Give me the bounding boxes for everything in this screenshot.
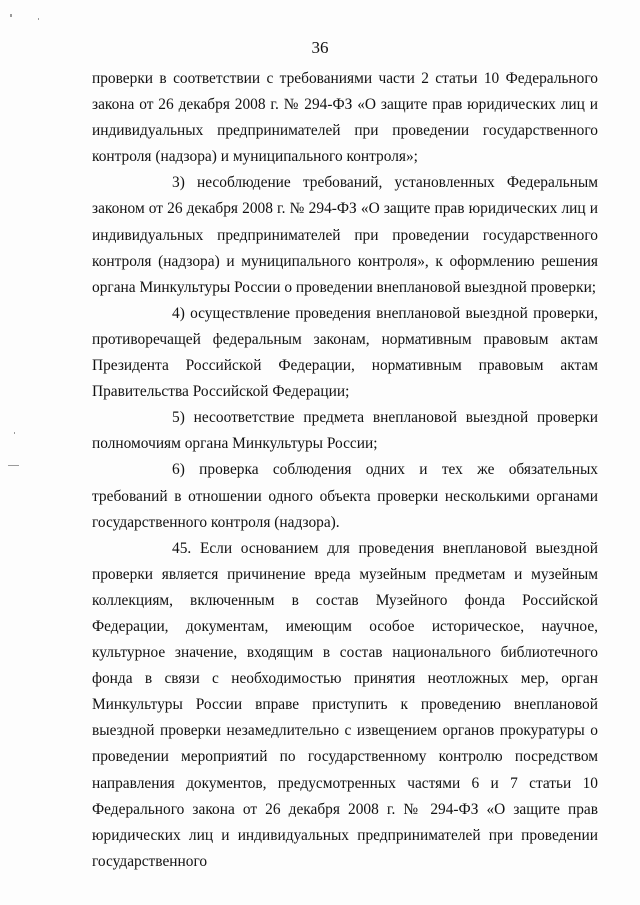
document-body — [92, 66, 598, 875]
list-item-number: 3) — [172, 174, 185, 192]
list-item-text: несоответствие предмета внеплановой выездной проверки полномочиям органа Минкультуры России; — [92, 409, 598, 453]
list-item-text: несоблюдение требований, установленных Федеральным законом от 26 декабря 2008 г. № 294-ФЗ «О защите прав юридических лиц и индивидуальных предпринимателей при проведении государственного контроля (надзора) и муниципального контроля», к оформлению решения органа Минкультуры России о проведении внеплановой выездной проверки; — [92, 174, 598, 296]
scan-artifact-dash — [8, 465, 19, 466]
clause-number: 45. — [172, 539, 192, 557]
page-number: 36 — [311, 38, 329, 57]
scan-artifact-dot — [10, 14, 12, 17]
list-item-number: 5) — [172, 409, 185, 427]
list-item-number: 4) — [172, 304, 185, 322]
list-item-text: осуществление проведения внеплановой выездной проверки, противоречащей федеральным законам, нормативным правовым актам Президента Российской Федерации, нормативным правовым актам Правительства Российской Федерации; — [92, 304, 598, 401]
list-item-3 — [92, 170, 598, 300]
list-item-6 — [92, 457, 598, 535]
paragraph-text: проверки в соответствии с требованиями части 2 статьи 10 Федерального закона от 26 декабря 2008 г. № 294-ФЗ «О защите прав юридических лиц и индивидуальных предпринимателей при проведении государственного контроля (надзора) и муниципального контроля»; — [92, 70, 598, 166]
scan-artifact-dot — [14, 432, 15, 434]
scan-artifact-dot — [38, 18, 39, 20]
list-item-number: 6) — [172, 461, 185, 479]
list-item-4 — [92, 301, 598, 405]
list-item-5 — [92, 405, 598, 457]
list-item-text: проверка соблюдения одних и тех же обязательных требований в отношении одного объекта проверки несколькими органами государственного контроля (надзора). — [92, 461, 598, 531]
clause-text: Если основанием для проведения внеплановой выездной проверки является причинение вреда музейным предметам и музейным коллекциям, включенным в состав Музейного фонда Российской Федерации, документам, имеющим особое историческое, научное, культурное значение, входящим в состав национального библиотечного фонда в связи с необходимостью принятия неотложных мер, орган Минкультуры России вправе приступить к проведению внеплановой выездной проверки незамедлительно с извещением органов прокуратуры о проведении мероприятий по государственному контролю посредством направления документов, предусмотренных частями 6 и 7 статьи 10 Федерального закона от 26 декабря 2008 г. № 294-ФЗ «О защите прав юридических лиц и индивидуальных предпринимателей при проведении государственного — [92, 539, 599, 870]
paragraph-continuation — [92, 66, 598, 170]
clause-45 — [92, 536, 598, 875]
